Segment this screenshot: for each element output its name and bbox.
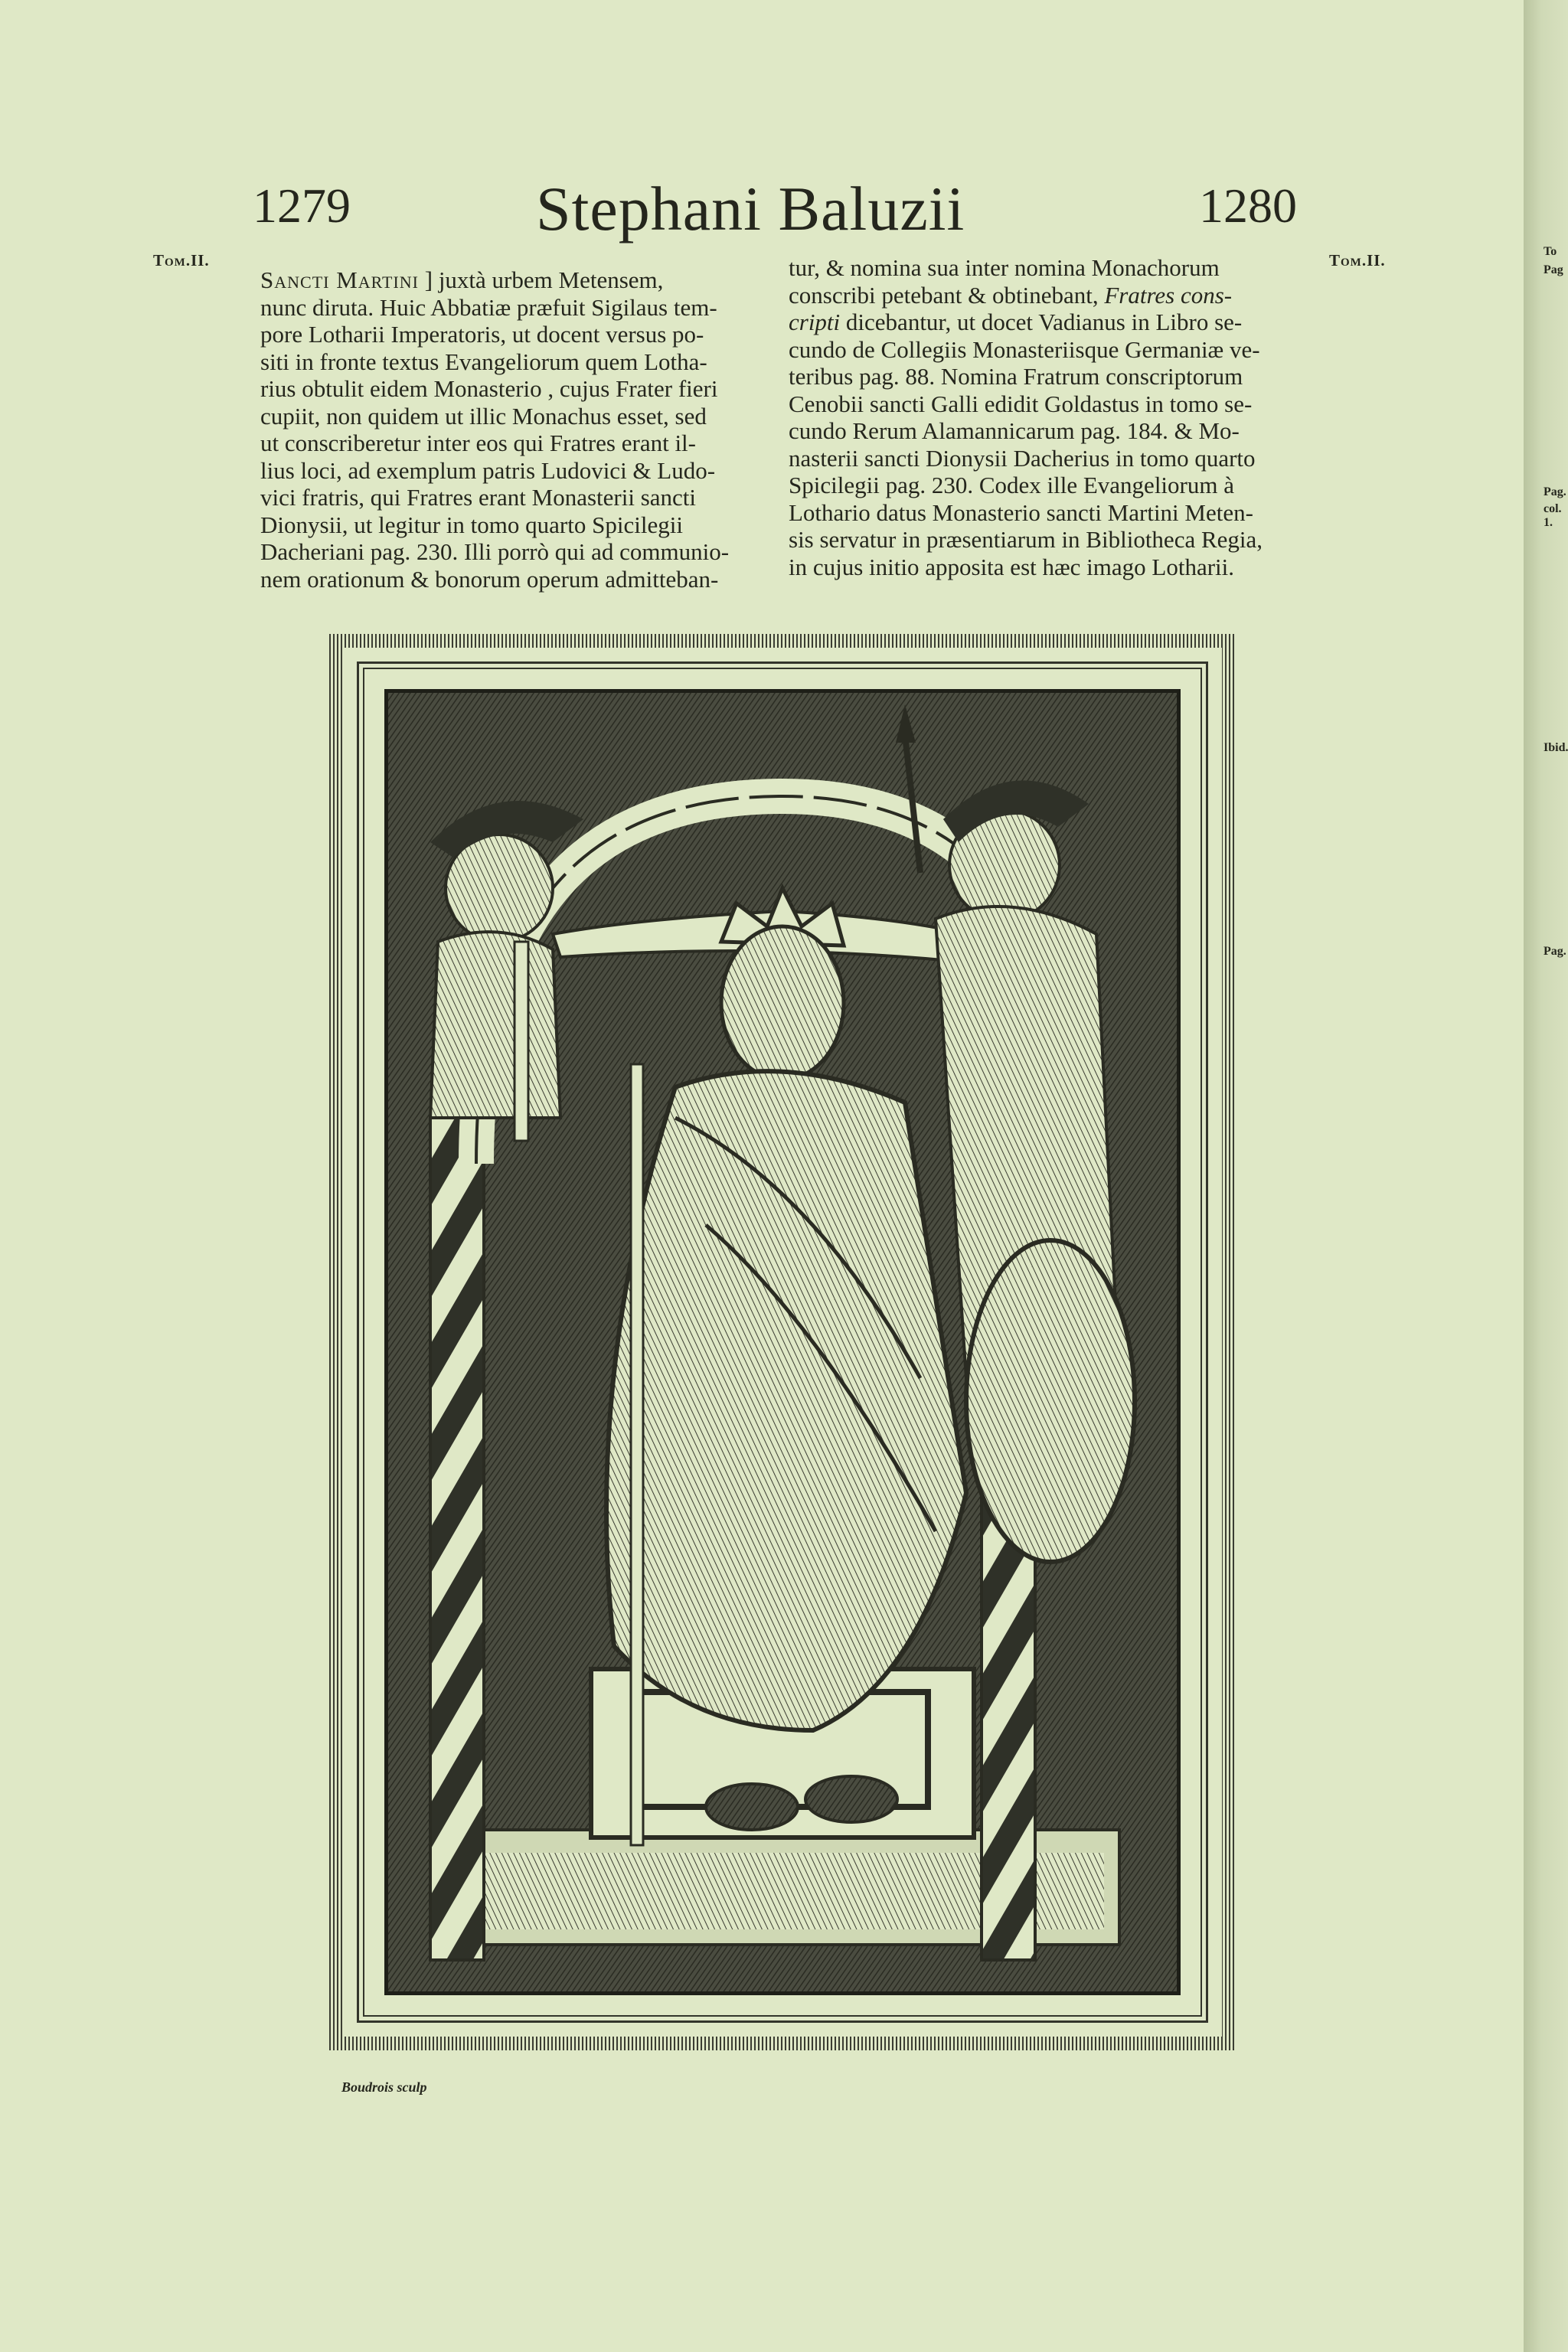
- text-line: Sancti Martini ] juxtà urbem Metensem,: [260, 266, 664, 293]
- left-text-column: [260, 266, 758, 593]
- text-line: conscribi petebant & obtinebant, Fratres cons-: [789, 281, 1233, 309]
- text-line: rius obtulit eidem Monasterio , cujus Frater fieri: [260, 375, 718, 402]
- margin-note-5: Ibid.: [1544, 741, 1568, 754]
- text-line: Cenobii sancti Galli edidit Goldastus in tomo se-: [789, 390, 1253, 417]
- text-line: cripti dicebantur, ut docet Vadianus in Libro se-: [789, 309, 1243, 335]
- text-line: teribus pag. 88. Nomina Fratrum conscriptorum: [789, 363, 1243, 390]
- tome-label-left: Tom.II.: [153, 251, 210, 270]
- tome-label-right: Tom.II.: [1329, 251, 1386, 270]
- margin-note-6: Pag.: [1544, 945, 1566, 958]
- text-line: sis servatur in præsentiarum in Bibliotheca Regia,: [789, 526, 1263, 553]
- text-line: in cujus initio apposita est hæc imago Lotharii.: [789, 553, 1235, 580]
- text-line: nasterii sancti Dionysii Dacherius in tomo quarto: [789, 444, 1256, 472]
- margin-note-1: To: [1544, 245, 1557, 258]
- text-line: vici fratris, qui Fratres erant Monasterii sancti: [260, 484, 697, 511]
- text-line: siti in fronte textus Evangeliorum quem Lotha-: [260, 348, 707, 375]
- running-title: Stephani Baluzii: [536, 174, 965, 243]
- right-text-column: [789, 254, 1288, 580]
- page-number-right: 1280: [1199, 178, 1297, 233]
- emperor-lothair-engraving: [384, 689, 1181, 1995]
- text-line: lius loci, ad exemplum patris Ludovici & Ludo-: [260, 456, 716, 484]
- margin-note-2: Pag: [1544, 263, 1563, 276]
- margin-note-3: Pag.: [1544, 485, 1566, 498]
- page-number-left: 1279: [253, 178, 351, 233]
- text-line: pore Lotharii Imperatoris, ut docent versus po-: [260, 321, 704, 348]
- engraver-signature: Boudrois sculp: [341, 2079, 427, 2095]
- text-line: Spicilegii pag. 230. Codex ille Evangeliorum à: [789, 472, 1234, 498]
- text-line: ut conscriberetur inter eos qui Fratres erant il-: [260, 430, 696, 456]
- next-page-edge: [1524, 0, 1568, 2352]
- text-line: nem orationum & bonorum operum admitteban-: [260, 565, 719, 593]
- text-line: cundo de Collegiis Monasteriisque Germaniæ ve-: [789, 335, 1260, 363]
- text-line: cupiit, non quidem ut illic Monachus esset, sed: [260, 402, 707, 430]
- margin-note-4: col. 1.: [1544, 502, 1562, 529]
- text-line: tur, & nomina sua inter nomina Monachorum: [789, 254, 1220, 281]
- text-line: Dacheriani pag. 230. Illi porrò qui ad communio-: [260, 538, 730, 565]
- text-line: nunc diruta. Huic Abbatiæ præfuit Sigilaus tem-: [260, 293, 717, 321]
- text-line: Dionysii, ut legitur in tomo quarto Spicilegii: [260, 511, 683, 538]
- text-line: cundo Rerum Alamannicarum pag. 184. & Mo-: [789, 417, 1240, 444]
- engraving-frame: [329, 634, 1236, 2050]
- text-line: Lothario datus Monasterio sancti Martini Meten-: [789, 498, 1253, 526]
